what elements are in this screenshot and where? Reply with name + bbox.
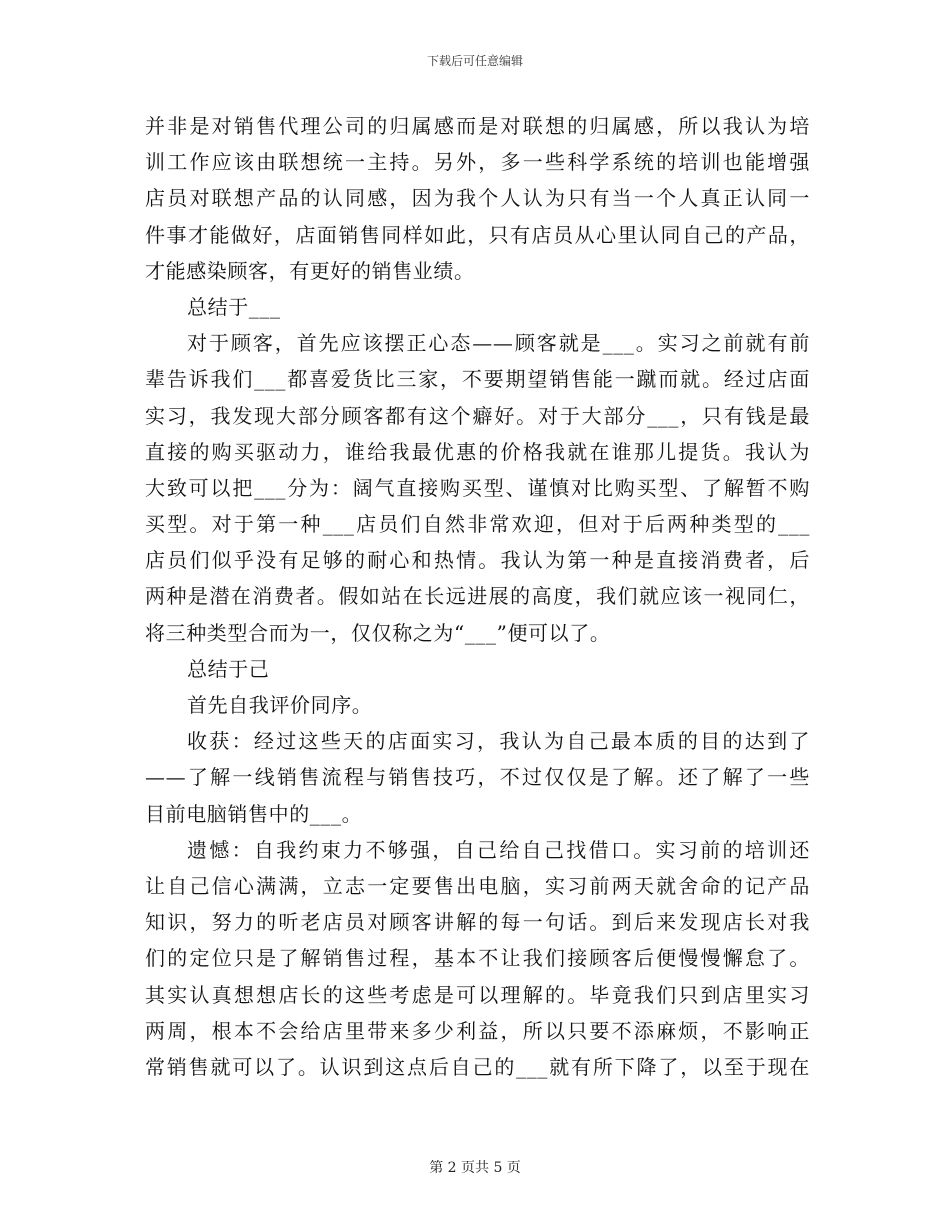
body-line: 遗憾：自我约束力不够强，自己给自己找借口。实习前的培训还	[187, 837, 810, 862]
body-line: 两种是潜在消费者。假如站在长远进展的高度，我们就应该一视同仁，	[145, 584, 810, 609]
body-line: 训工作应该由联想统一主持。另外，多一些科学系统的培训也能增强	[145, 150, 810, 175]
body-line: 两周，根本不会给店里带来多少利益，所以只要不添麻烦，不影响正	[145, 1018, 810, 1043]
body-line: 实习，我发现大部分顾客都有这个癖好。对于大部分___，只有钱是最	[145, 403, 810, 428]
body-line: 直接的购买驱动力，谁给我最优惠的价格我就在谁那儿提货。我认为	[145, 439, 810, 464]
body-line: 目前电脑销售中的___。	[145, 801, 363, 826]
body-line: 让自己信心满满，立志一定要售出电脑，实习前两天就舍命的记产品	[145, 873, 810, 898]
body-line: 店员对联想产品的认同感，因为我个人认为只有当一个人真正认同一	[145, 186, 810, 211]
body-line: 买型。对于第一种___店员们自然非常欢迎，但对于后两种类型的___	[145, 512, 810, 537]
body-line: ——了解一线销售流程与销售技巧，不过仅仅是了解。还了解了一些	[145, 765, 810, 790]
body-line: 对于顾客，首先应该摆正心态——顾客就是___。实习之前就有前	[187, 331, 810, 356]
body-line: 知识，努力的听老店员对顾客讲解的每一句话。到后来发现店长对我	[145, 910, 810, 935]
body-line: 辈告诉我们___都喜爱货比三家，不要期望销售能一蹴而就。经过店面	[145, 367, 810, 392]
body-line: 常销售就可以了。认识到这点后自己的___就有所下降了，以至于现在	[145, 1054, 810, 1079]
document-body	[145, 108, 810, 1085]
body-line: 们的定位只是了解销售过程，基本不让我们接顾客后便慢慢懈怠了。	[145, 946, 810, 971]
body-line: 才能感染顾客，有更好的销售业绩。	[145, 258, 475, 283]
body-line: 件事才能做好，店面销售同样如此，只有店员从心里认同自己的产品，	[145, 222, 810, 247]
body-line: 将三种类型合而为一，仅仅称之为“___”便可以了。	[145, 620, 611, 645]
body-line: 其实认真想想店长的这些考虑是可以理解的。毕竟我们只到店里实习	[145, 982, 810, 1007]
body-line: 收获：经过这些天的店面实习，我认为自己最本质的目的达到了	[187, 729, 810, 754]
body-line: 大致可以把___分为：阔气直接购买型、谨慎对比购买型、了解暂不购	[145, 475, 810, 500]
body-line: 店员们似乎没有足够的耐心和热情。我认为第一种是直接消费者，后	[145, 548, 810, 573]
section-heading: 总结于己	[187, 656, 270, 681]
page-footer: 第 2 页共 5 页	[429, 1160, 521, 1176]
section-heading: 总结于___	[187, 294, 281, 319]
body-line: 并非是对销售代理公司的归属感而是对联想的归属感，所以我认为培	[145, 114, 810, 138]
body-line: 首先自我评价同序。	[187, 693, 373, 717]
page-header: 下载后可任意编辑	[426, 54, 523, 68]
